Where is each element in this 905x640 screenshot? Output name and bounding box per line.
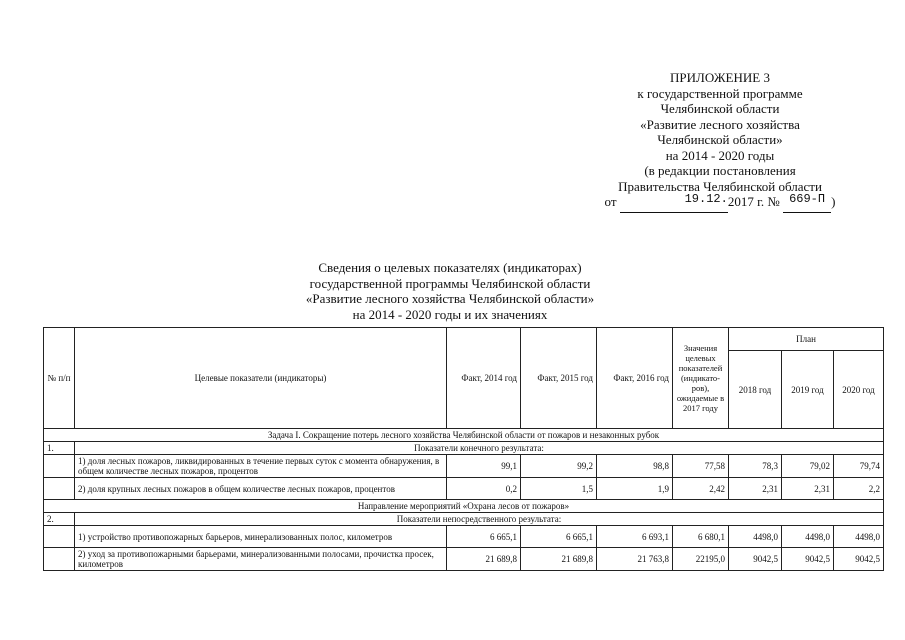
indicators-table — [43, 327, 884, 571]
value-cell: 21 689,8 — [521, 548, 597, 571]
appendix-line: на 2014 - 2020 годы — [665, 147, 775, 163]
value-cell: 21 689,8 — [447, 548, 521, 571]
appendix-line: Челябинской области» — [657, 132, 783, 147]
value-cell: 22195,0 — [673, 548, 729, 571]
value-cell: 1,9 — [597, 478, 673, 500]
indicator-name: 1) доля лесных пожаров, ликвидированных в течение первых суток с момента обнаружения, в общем количестве лесных пожаров, процентов — [75, 455, 447, 478]
task-row — [44, 429, 884, 442]
indicator-name: 2) доля крупных лесных пожаров в общем количестве лесных пожаров, процентов — [75, 478, 447, 500]
date-year: 2017 г. № — [727, 194, 780, 209]
title-line: Сведения о целевых показателях (индикаторах) — [318, 260, 582, 275]
row-num-cell — [44, 455, 75, 478]
section-row — [44, 513, 884, 526]
decree-date-line — [560, 194, 880, 213]
task-label: Задача I. Сокращение потерь лесного хозяйства Челябинской области от пожаров и незаконных рубок — [44, 429, 884, 442]
header-indicator: Целевые показатели (индикаторы) — [75, 328, 447, 429]
value-cell: 79,74 — [834, 455, 884, 478]
appendix-line: Челябинской области — [660, 101, 780, 116]
header-plan-2020: 2020 год — [834, 351, 884, 429]
appendix-title: ПРИЛОЖЕНИЕ 3 — [670, 70, 770, 85]
value-cell: 2,31 — [782, 478, 834, 500]
number-handwritten: 669-П — [789, 192, 826, 206]
appendix-line: к государственной программе — [637, 85, 803, 101]
header-fact-2015: Факт, 2015 год — [521, 328, 597, 429]
title-line: на 2014 - 2020 годы и их значениях — [352, 306, 548, 322]
section-num: 1. — [44, 442, 75, 455]
indicator-name: 1) устройство противопожарных барьеров, минерализованных полос, километров — [75, 526, 447, 548]
value-cell: 2,42 — [673, 478, 729, 500]
value-cell: 6 693,1 — [597, 526, 673, 548]
section-row — [44, 442, 884, 455]
value-cell: 6 665,1 — [521, 526, 597, 548]
value-cell: 4498,0 — [782, 526, 834, 548]
table-row — [44, 478, 884, 500]
row-num-cell — [44, 548, 75, 571]
value-cell: 2,2 — [834, 478, 884, 500]
appendix-line: «Развитие лесного хозяйства — [640, 116, 800, 132]
value-cell: 4498,0 — [729, 526, 782, 548]
header-num: № п/п — [44, 328, 75, 429]
value-cell: 77,58 — [673, 455, 729, 478]
value-cell: 1,5 — [521, 478, 597, 500]
value-cell: 79,02 — [782, 455, 834, 478]
title-line: государственной программы Челябинской области — [309, 275, 591, 291]
header-expected-2017: Значения целевых показателей (индикато-ров), ожидаемые в 2017 году — [673, 328, 729, 429]
section-label: Показатели конечного результата: — [75, 442, 884, 455]
table-row — [44, 548, 884, 571]
date-suffix: ) — [831, 194, 836, 209]
value-cell: 6 665,1 — [447, 526, 521, 548]
header-plan-2018: 2018 год — [729, 351, 782, 429]
appendix-line: Правительства Челябинской области — [618, 178, 822, 194]
section-num: 2. — [44, 513, 75, 526]
document-title — [200, 260, 700, 322]
table-row — [44, 526, 884, 548]
value-cell: 98,8 — [597, 455, 673, 478]
table-row — [44, 455, 884, 478]
date-prefix: от — [604, 194, 617, 209]
number-underline — [783, 194, 831, 213]
direction-row — [44, 500, 884, 513]
row-num-cell — [44, 478, 75, 500]
value-cell: 99,2 — [521, 455, 597, 478]
value-cell: 9042,5 — [782, 548, 834, 571]
value-cell: 4498,0 — [834, 526, 884, 548]
title-line: «Развитие лесного хозяйства Челябинской области» — [305, 291, 595, 306]
value-cell: 78,3 — [729, 455, 782, 478]
row-num-cell — [44, 526, 75, 548]
appendix-block — [560, 70, 880, 213]
value-cell: 99,1 — [447, 455, 521, 478]
value-cell: 0,2 — [447, 478, 521, 500]
table-header-row — [44, 328, 884, 351]
date-handwritten: 19.12. — [684, 192, 728, 206]
date-underline — [620, 194, 728, 213]
header-plan-2019: 2019 год — [782, 351, 834, 429]
appendix-line: (в редакции постановления — [644, 163, 796, 178]
value-cell: 9042,5 — [834, 548, 884, 571]
value-cell: 21 763,8 — [597, 548, 673, 571]
direction-label: Направление мероприятий «Охрана лесов от пожаров» — [44, 500, 884, 513]
value-cell: 6 680,1 — [673, 526, 729, 548]
value-cell: 9042,5 — [729, 548, 782, 571]
header-fact-2014: Факт, 2014 год — [447, 328, 521, 429]
header-plan: План — [729, 328, 884, 351]
value-cell: 2,31 — [729, 478, 782, 500]
indicator-name: 2) уход за противопожарными барьерами, минерализованными полосами, прочистка просек, километров — [75, 548, 447, 571]
section-label: Показатели непосредственного результата: — [75, 513, 884, 526]
header-fact-2016: Факт, 2016 год — [597, 328, 673, 429]
